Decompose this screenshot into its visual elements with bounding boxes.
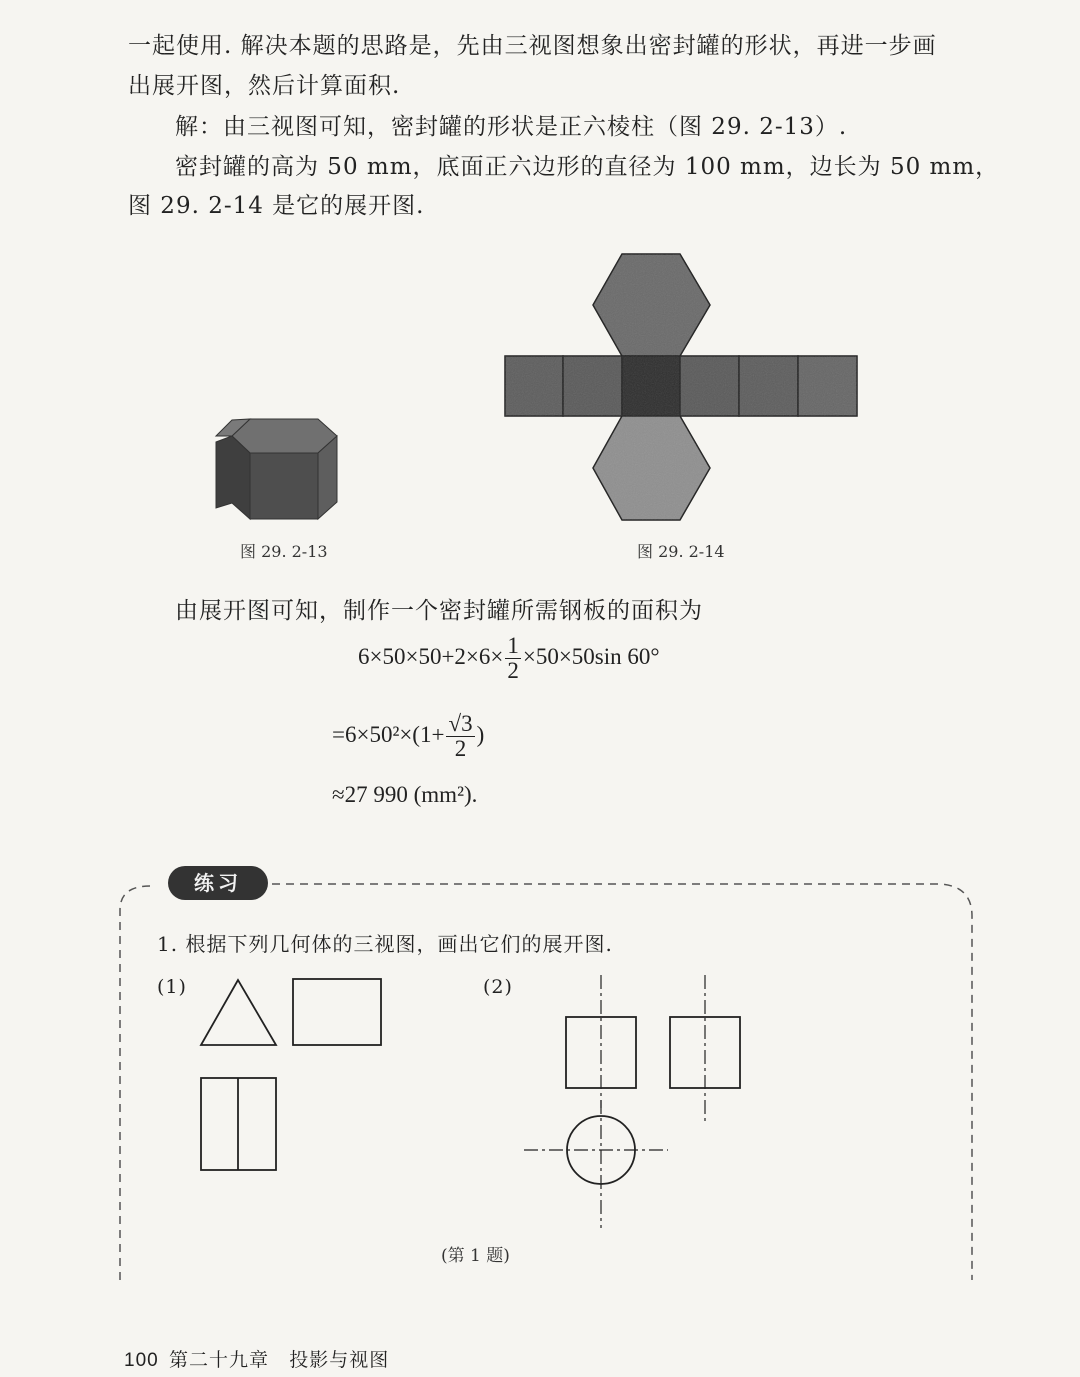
rectangle-side-view bbox=[293, 979, 381, 1045]
prism-top-face bbox=[232, 419, 337, 453]
text-line-4: 密封罐的高为 50 mm，底面正六边形的直径为 100 mm，边长为 50 mm， bbox=[175, 154, 1000, 180]
exercise-part-2-label: (2) bbox=[483, 976, 513, 998]
frac1-numerator: 1 bbox=[507, 633, 519, 658]
exercise-2-views bbox=[524, 975, 740, 1228]
calc-line-1-post: ×50×50sin 60° bbox=[522, 643, 660, 669]
chapter-label: 第二十九章 bbox=[168, 1350, 269, 1371]
prism-left-face bbox=[216, 436, 250, 519]
triangle-front-view bbox=[201, 980, 276, 1045]
calc-line-3: ≈27 990 (mm²). bbox=[332, 782, 478, 807]
calc-line-2-pre: =6×50²×(1+ bbox=[332, 721, 445, 747]
exercise-1-views bbox=[201, 979, 381, 1170]
frac1-denominator: 2 bbox=[507, 658, 519, 683]
calc-line-1 bbox=[358, 634, 660, 683]
text-line-2: 出展开图，然后计算面积. bbox=[128, 73, 401, 99]
exercise-badge: 练习 bbox=[168, 866, 268, 900]
calc-line-1-pre: 6×50×50+2×6× bbox=[358, 643, 504, 669]
figure-13-caption: 图 29. 2-13 bbox=[240, 542, 328, 561]
frac2-denominator: 2 bbox=[454, 736, 467, 761]
exercise-caption: (第 1 题) bbox=[441, 1246, 510, 1266]
frac2-numerator: √3 bbox=[448, 711, 473, 736]
chapter-title: 投影与视图 bbox=[289, 1350, 390, 1371]
text-line-3: 解：由三视图可知，密封罐的形状是正六棱柱（图 29. 2-13）. bbox=[175, 114, 848, 140]
fraction-one-half bbox=[505, 634, 521, 683]
calc-line-2-post: ) bbox=[476, 721, 485, 747]
footer bbox=[124, 1345, 389, 1372]
figure-14-caption: 图 29. 2-14 bbox=[637, 542, 725, 561]
calculation-intro: 由展开图可知，制作一个密封罐所需钢板的面积为 bbox=[175, 598, 703, 624]
fraction-sqrt3-half bbox=[446, 712, 474, 761]
prism-net-figure bbox=[505, 254, 857, 520]
exercise-question-1: 1. 根据下列几何体的三视图，画出它们的展开图. bbox=[157, 932, 613, 956]
hexagonal-prism-figure bbox=[216, 419, 337, 519]
prism-front-face bbox=[250, 453, 318, 519]
exercise-part-1-label: (1) bbox=[157, 976, 187, 998]
text-line-5: 图 29. 2-14 是它的展开图. bbox=[128, 193, 425, 219]
calc-line-2 bbox=[332, 712, 484, 761]
page-number: 100 bbox=[124, 1350, 159, 1371]
text-line-1: 一起使用. 解决本题的思路是，先由三视图想象出密封罐的形状，再进一步画 bbox=[128, 33, 937, 59]
